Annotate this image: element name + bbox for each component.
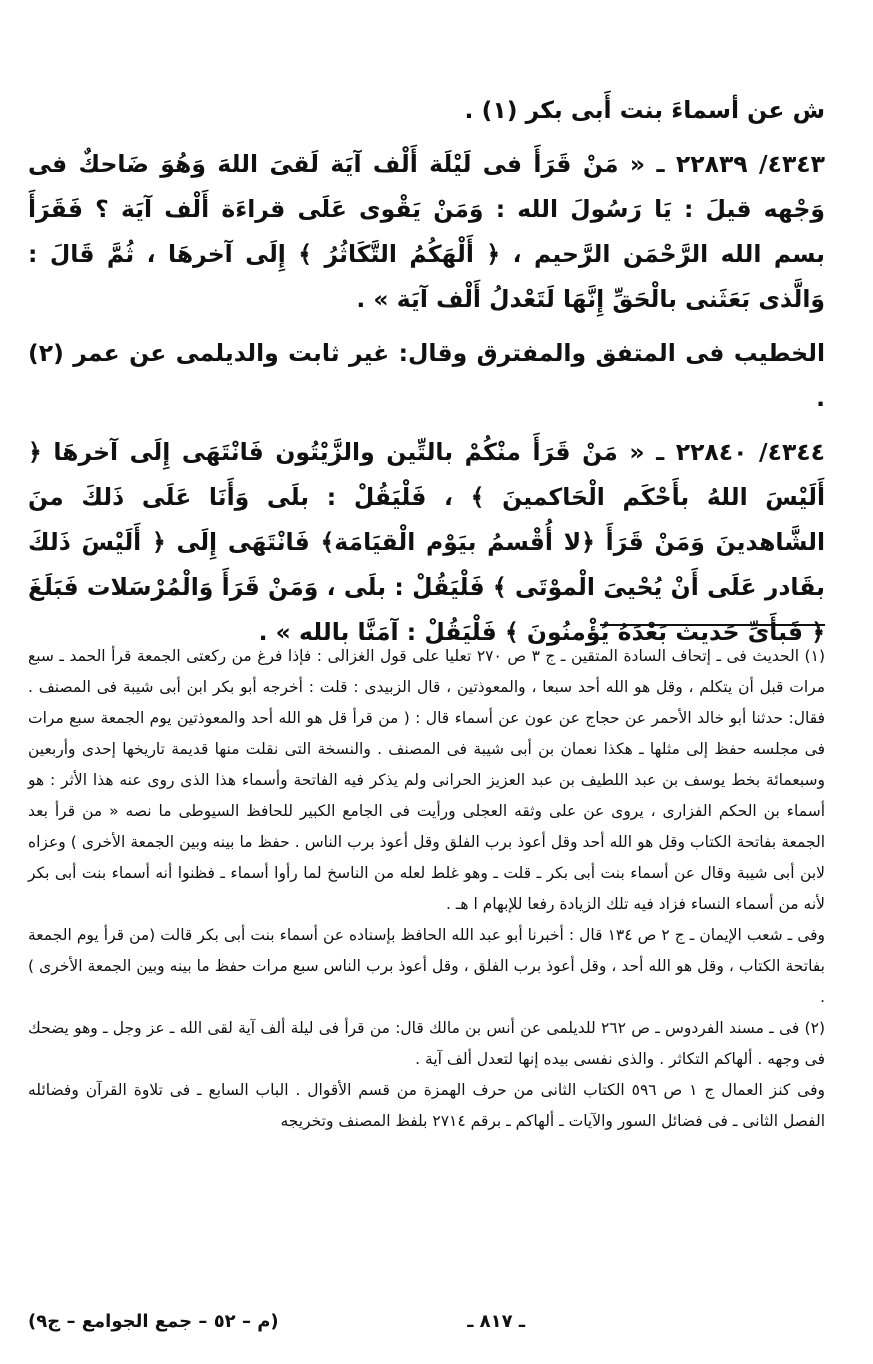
main-paragraph-source-2: الخطيب فى المتفق والمفترق وقال: غير ثابت والديلمى عن عمر (٢) . (28, 339, 825, 412)
footnotes (28, 641, 825, 1137)
page-footer (28, 1311, 825, 1341)
footnote-divider (600, 624, 825, 626)
footnote-2: (٢) فى ـ مسند الفردوس ـ ص ٢٦٢ للديلمى عن أنس بن مالك قال: من قرأ فى ليلة ألف آية لقى الله ـ عز وجل ـ وهو يضحك فى وجهه . ألهاكم التكاثر . والذى نفسى بيده إنها لتعدل ألف آية . (28, 1019, 825, 1068)
main-text (28, 88, 825, 664)
footnote-1-continued: وفى ـ شعب الإيمان ـ ج ٢ ص ١٣٤ قال : أخبرنا أبو عبد الله الحافظ بإسناده عن أسماء بنت أبى بكر قالت (من قرأ يوم الجمعة بفاتحة الكتاب ، وقل هو الله أحد ، وقل أعوذ برب الفلق ، وقل أعوذ برب الناس سبع مرات حفظ ما بينه وبين الجمعة الأخرى ) . (28, 926, 826, 1006)
main-paragraph-source: ش عن أسماءَ بنت أَبى بكر (١) . (464, 96, 825, 124)
page-number: ـ ٨١٧ ـ (467, 1311, 525, 1332)
footnote-1: (١) الحديث فى ـ إتحاف السادة المتقين ـ ج ٣ ص ٢٧٠ تعليا على قول الغزالى : فإذا فرغ من ركعتى الجمعة قرأ الحمد ـ سبع مرات قبل أن يتكلم ، وقل هو الله أحد سبعا ، والمعوذتين ، قال الزبيدى : قلت : أخرجه أبو بكر ابن أبى شيبة فى المصنف . فقال: حدثنا أبو خالد الأحمر عن حجاج عن عون عن أسماء قال : ( من قرأ قل هو الله أحد والمعوذتين يوم الجمعة سبع مرات فى مجلسه حفظ إلى مثلها ـ هكذا نعمان بن أبى شيبة فى المصنف . والنسخة التى نقلت منها قديمة تاريخها إحدى وأربعين وسبعمائة بخط يوسف بن عبد اللطيف بن عبد العزيز الحرانى ولم يذكر فيه الفاتحة وأسماء هذا الذى روى عنه هذا الأثر : هو أسماء بن الحكم الفزارى ، يروى عن على وثقه العجلى ورأيت فى الجامع الكبير للحافظ السيوطى ما نصه « من قرأ بعد الجمعة بفاتحة الكتاب وقل هو الله أحد وقل أعوذ برب الفلق وقل أعوذ برب الناس . حفظ ما بينه وبين الجمعة الأخرى ) وعزاه لابن أبى شيبة وقال عن أسماء بنت أبى بكر ـ قلت ـ وهو غلط لعله من الناسخ لما رأوا أسماء ـ فظنوا أنه أسماء بنت أبى بكر لأنه من أسماء النساء فزاد فيه تلك الزيادة رفعا للإبهام ا هـ . (28, 647, 825, 913)
main-paragraph-hadith-4343: ٤٣٤٣/ ٢٢٨٣٩ ـ « مَنْ قَرَأَ فى لَيْلَة أَلْف آيَة لَقىَ اللهَ وَهُوَ ضَاحكٌ فى وَجْهه قيلَ : يَا رَسُولَ الله : وَمَنْ يَقْوى عَلَى قراءَة أَلْف آيَة ؟ فَقَرَأَ بسم الله الرَّحْمَن الرَّحيم ، ﴿ أَلْهَكُمُ التَّكَاثُرُ ﴾ إِلَى آخرهَا ، ثُمَّ قَالَ : وَالَّذى بَعَثَنى بالْحَقِّ إِنَّهَا لَتَعْدلُ أَلْف آيَة » . (28, 150, 825, 313)
main-paragraph-hadith-4344: ٤٣٤٤/ ٢٢٨٤٠ ـ « مَنْ قَرَأَ منْكُمْ بالتِّين والزَّيْتُون فَانْتَهَى إِلَى آخرهَا ﴿ أَلَيْسَ اللهُ بأَحْكَم الْحَاكمينَ ﴾ ، فَلْيَقُلْ : بلَى وَأَنَا عَلَى ذَلكَ منَ الشَّاهدينَ وَمَنْ قَرَأَ ﴿لا أُقْسمُ بيَوْم الْقيَامَة﴾ فَانْتَهَى إِلَى ﴿ أَلَيْسَ ذَلكَ بقَادر عَلَى أَنْ يُحْيىَ الْموْتَى ﴾ فَلْيَقُلْ : بلَى ، وَمَنْ قَرَأَ وَالْمُرْسَلات فَبَلَغَ ﴿ فَبأَىِّ حَديث بَعْدَهُ يُؤْمنُونَ ﴾ فَلْيَقُلْ : آمَنَّا بالله » . (28, 438, 825, 646)
volume-reference: (م – ٥٢ – جمع الجوامع – ج٩) (28, 1311, 279, 1332)
footnote-2-continued: وفى كنز العمال ج ١ ص ٥٩٦ الكتاب الثانى من حرف الهمزة من قسم الأقوال . الباب السابع ـ فى تلاوة القرآن وفضائله الفصل الثانى ـ فى فضائل السور والآيات ـ ألهاكم ـ برقم ٢٧١٤ بلفظ المصنف وتخريجه (28, 1081, 825, 1130)
